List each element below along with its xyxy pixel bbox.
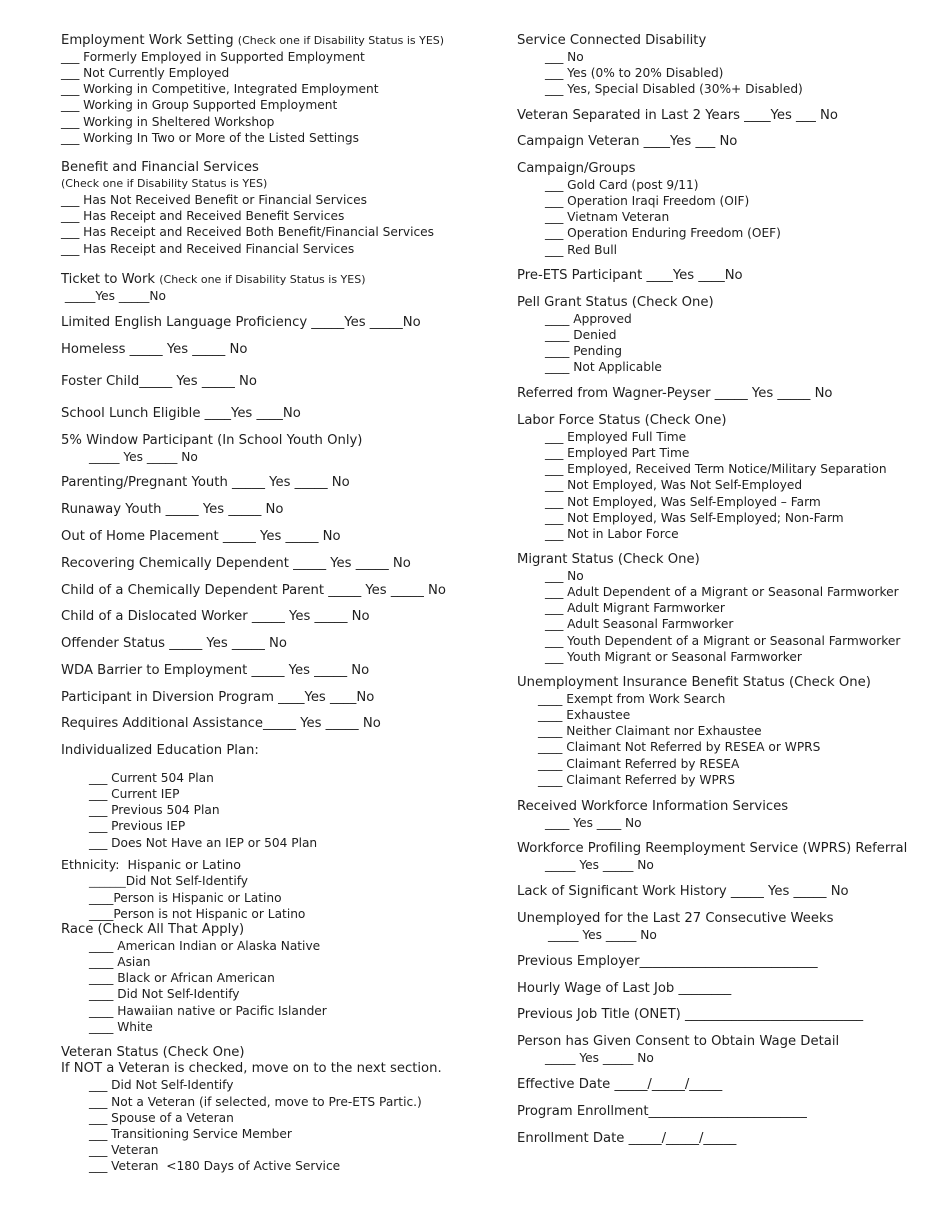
option-item[interactable]: ___ Youth Migrant or Seasonal Farmworker: [545, 649, 802, 664]
option-item[interactable]: ___ Not in Labor Force: [545, 526, 679, 541]
option-item[interactable]: ___ Transitioning Service Member: [89, 1126, 292, 1141]
option-item[interactable]: ____ Asian: [89, 955, 151, 970]
option-item[interactable]: ___ Not a Veteran (if selected, move to Pre-ETS Partic.): [89, 1094, 422, 1109]
option-item[interactable]: ___ Working in Sheltered Workshop: [61, 114, 275, 129]
section-title: Veteran Status (Check One): [61, 1045, 245, 1060]
option-item[interactable]: ___ Not Employed, Was Self-Employed – Farm: [545, 494, 821, 509]
option-item[interactable]: ___ Employed Full Time: [545, 430, 687, 445]
option-item[interactable]: ___ Vietnam Veteran: [545, 210, 670, 225]
labor-force-section: [517, 413, 887, 542]
section-note: (Check one if Disability Status is YES): [159, 273, 366, 286]
section-title: Service Connected Disability: [517, 33, 707, 48]
option-item[interactable]: ____ Neither Claimant nor Exhaustee: [538, 724, 762, 739]
option-item[interactable]: ___ Current IEP: [89, 787, 180, 802]
option-item[interactable]: ___ Employed Part Time: [545, 446, 690, 461]
recovering-field[interactable]: Recovering Chemically Dependent _____ Yes _____ No: [61, 556, 411, 571]
section-title: Received Workforce Information Services: [517, 799, 789, 814]
yes-no-field[interactable]: _____ Yes _____ No: [545, 1051, 654, 1066]
child-chem-field[interactable]: Child of a Chemically Dependent Parent _____ Yes _____ No: [61, 583, 446, 598]
option-item[interactable]: ____ American Indian or Alaska Native: [89, 939, 321, 954]
option-item[interactable]: ___ Adult Seasonal Farmworker: [545, 617, 734, 632]
ticket-to-work-heading: [61, 272, 366, 288]
section-title: Benefit and Financial Services: [61, 160, 259, 175]
option-item[interactable]: ___ Red Bull: [545, 242, 618, 257]
veteran-status-section: [61, 1045, 442, 1174]
hourly-wage-field[interactable]: Hourly Wage of Last Job ________: [517, 981, 732, 996]
blank-line: _______: [89, 876, 126, 889]
option-item[interactable]: ___ No: [545, 569, 584, 584]
option-item[interactable]: ___ Yes (0% to 20% Disabled): [545, 66, 724, 81]
option-item[interactable]: ___ No: [545, 50, 584, 65]
yes-no-field[interactable]: _____ Yes _____ No: [548, 928, 657, 943]
option-item[interactable]: ___ Not Employed, Was Self-Employed; Non-Farm: [545, 510, 844, 525]
section-title: Race (Check All That Apply): [61, 922, 245, 937]
wagner-peyser-field[interactable]: Referred from Wagner-Peyser _____ Yes _____ No: [517, 386, 833, 401]
campaign-groups-section: [517, 161, 781, 258]
option-label: Did Not Self-Identify: [125, 874, 249, 889]
section-title: Employment Work Setting: [61, 33, 234, 48]
option-item[interactable]: ___ Not Currently Employed: [61, 66, 230, 81]
section-title: Migrant Status (Check One): [517, 552, 700, 567]
iep-section: [61, 743, 317, 851]
yes-no-field[interactable]: _____ Yes _____ No: [545, 858, 654, 873]
limited-english-field[interactable]: Limited English Language Proficiency _____Yes _____No: [61, 315, 421, 330]
option-item[interactable]: ___ Does Not Have an IEP or 504 Plan: [89, 835, 318, 850]
option-item[interactable]: ____Person is not Hispanic or Latino: [89, 907, 306, 922]
additional-assistance-field[interactable]: Requires Additional Assistance_____ Yes _____ No: [61, 716, 381, 731]
option-item[interactable]: ___ Has Receipt and Received Financial Services: [61, 241, 355, 256]
option-item[interactable]: ___ Current 504 Plan: [89, 771, 214, 786]
option-item[interactable]: ____ Not Applicable: [545, 360, 662, 375]
service-connected-section: [517, 33, 803, 97]
option-item[interactable]: ____ White: [89, 1019, 153, 1034]
option-item[interactable]: ___ Has Not Received Benefit or Financial Services: [61, 193, 367, 208]
offender-field[interactable]: Offender Status _____ Yes _____ No: [61, 636, 287, 651]
benefit-financial-section: [61, 160, 434, 257]
option-item[interactable]: ___ Operation Enduring Freedom (OEF): [545, 226, 781, 241]
yes-no-field[interactable]: ____ Yes ____ No: [545, 816, 642, 831]
employment-work-setting-heading: [61, 33, 444, 49]
option-item[interactable]: ___ Adult Migrant Farmworker: [545, 601, 725, 616]
homeless-field[interactable]: Homeless _____ Yes _____ No: [61, 342, 248, 357]
option-item[interactable]: ____ Hawaiian native or Pacific Islander: [89, 1003, 327, 1018]
section-title: Labor Force Status (Check One): [517, 413, 727, 428]
section-title: Person has Given Consent to Obtain Wage Detail: [517, 1034, 840, 1049]
pell-grant-section: [517, 295, 714, 376]
effective-date-field[interactable]: Effective Date _____/_____/_____: [517, 1077, 723, 1092]
option-item[interactable]: ___ Youth Dependent of a Migrant or Seasonal Farmworker: [545, 633, 901, 648]
option-item[interactable]: ___ Has Receipt and Received Both Benefit/Financial Services: [61, 225, 435, 240]
previous-employer-field[interactable]: Previous Employer___________________________: [517, 954, 818, 969]
option-item[interactable]: ___ Not Employed, Was Not Self-Employed: [545, 478, 803, 493]
runaway-field[interactable]: Runaway Youth _____ Yes _____ No: [61, 502, 284, 517]
section-title: Workforce Profiling Reemployment Service (WPRS) Referral: [517, 841, 908, 856]
consent-section: [517, 1034, 839, 1066]
option-item[interactable]: ____ Did Not Self-Identify: [89, 987, 240, 1002]
option-item[interactable]: ___ Yes, Special Disabled (30%+ Disabled): [545, 82, 803, 97]
foster-child-field[interactable]: Foster Child_____ Yes _____ No: [61, 374, 257, 389]
option-item[interactable]: ___ Employed, Received Term Notice/Military Separation: [545, 462, 887, 477]
option-item[interactable]: ___ Previous IEP: [89, 819, 186, 834]
option-item[interactable]: ___ Formerly Employed in Supported Employment: [61, 50, 365, 65]
option-item[interactable]: ____ Black or African American: [89, 971, 275, 986]
window-participant-section: [61, 433, 362, 465]
migrant-section: [517, 552, 900, 665]
option-item[interactable]: ___ Veteran: [89, 1142, 159, 1157]
option-item[interactable]: ___ Operation Iraqi Freedom (OIF): [545, 194, 750, 209]
enrollment-date-field[interactable]: Enrollment Date _____/_____/_____: [517, 1131, 737, 1146]
ticket-to-work-section: [61, 272, 366, 304]
option-item[interactable]: ___ Spouse of a Veteran: [89, 1110, 234, 1125]
option-item[interactable]: ____ Exhaustee: [538, 708, 631, 723]
option-item[interactable]: ____ Claimant Not Referred by RESEA or WPRS: [538, 740, 821, 755]
option-item[interactable]: ____ Claimant Referred by RESEA: [538, 756, 740, 771]
section-title: Individualized Education Plan:: [61, 743, 259, 758]
section-note: (Check one if Disability Status is YES): [61, 177, 268, 191]
option-item[interactable]: ___ Did Not Self-Identify: [89, 1078, 234, 1093]
campaign-veteran-field[interactable]: Campaign Veteran ____Yes ___ No: [517, 134, 738, 149]
option-item[interactable]: ____Person is Hispanic or Latino: [89, 891, 282, 906]
unemployed-27-section: [517, 911, 834, 943]
option-item[interactable]: ____ Claimant Referred by WPRS: [538, 772, 735, 787]
option-item[interactable]: ___ Veteran <180 Days of Active Service: [89, 1158, 341, 1173]
veteran-separated-field[interactable]: Veteran Separated in Last 2 Years ____Yes ___ No: [517, 108, 838, 123]
section-note: (Check one if Disability Status is YES): [237, 34, 445, 47]
option-item[interactable]: ____ Pending: [545, 344, 622, 359]
parenting-field[interactable]: Parenting/Pregnant Youth _____ Yes _____ No: [61, 475, 350, 490]
program-enrollment-field[interactable]: Program Enrollment________________________: [517, 1104, 807, 1119]
option-item[interactable]: ___ Working In Two or More of the Listed Settings: [61, 130, 359, 145]
option-item[interactable]: ____ Approved: [545, 312, 632, 327]
pre-ets-field[interactable]: Pre-ETS Participant ____Yes ____No: [517, 268, 743, 283]
section-title: Ticket to Work: [61, 272, 156, 287]
school-lunch-field[interactable]: School Lunch Eligible ____Yes ____No: [61, 406, 301, 421]
option-item[interactable]: ___ Working in Competitive, Integrated Employment: [61, 82, 379, 97]
child-dislocated-field[interactable]: Child of a Dislocated Worker _____ Yes _____ No: [61, 609, 370, 624]
option-item[interactable]: ___ Has Receipt and Received Benefit Services: [61, 209, 345, 224]
section-title: 5% Window Participant (In School Youth Only): [61, 433, 363, 448]
lack-work-history-field[interactable]: Lack of Significant Work History _____ Yes _____ No: [517, 884, 849, 899]
ethnicity-section: [61, 857, 305, 922]
diversion-field[interactable]: Participant in Diversion Program ____Yes ____No: [61, 690, 375, 705]
workforce-info-section: [517, 799, 788, 831]
wda-barrier-field[interactable]: WDA Barrier to Employment _____ Yes _____ No: [61, 663, 370, 678]
race-section: [61, 922, 327, 1035]
previous-job-title-field[interactable]: Previous Job Title (ONET) ___________________________: [517, 1007, 864, 1022]
unemployment-insurance-section: [517, 675, 871, 788]
option-item[interactable]: ___ Working in Group Supported Employment: [61, 98, 338, 113]
employment-work-setting-section: [61, 33, 444, 146]
out-of-home-field[interactable]: Out of Home Placement _____ Yes _____ No: [61, 529, 341, 544]
option-item[interactable]: ___ Previous 504 Plan: [89, 803, 220, 818]
yes-no-field[interactable]: _____ Yes _____ No: [89, 450, 198, 465]
option-item[interactable]: ___ Gold Card (post 9/11): [545, 178, 699, 193]
section-title: Unemployed for the Last 27 Consecutive Weeks: [517, 911, 834, 926]
option-item[interactable]: [61, 873, 305, 890]
wprs-section: [517, 841, 907, 873]
option-item[interactable]: ____ Exempt from Work Search: [538, 692, 726, 707]
option-item[interactable]: ____ Denied: [545, 328, 617, 343]
section-subtitle: If NOT a Veteran is checked, move on to the next section.: [61, 1061, 442, 1077]
section-title: Pell Grant Status (Check One): [517, 295, 714, 310]
option-item[interactable]: ___ Adult Dependent of a Migrant or Seasonal Farmworker: [545, 585, 899, 600]
section-title: Unemployment Insurance Benefit Status (Check One): [517, 675, 871, 690]
yes-no-field[interactable]: _____Yes _____No: [61, 289, 166, 304]
section-title: Ethnicity: Hispanic or Latino: [61, 857, 241, 872]
section-title: Campaign/Groups: [517, 161, 636, 176]
